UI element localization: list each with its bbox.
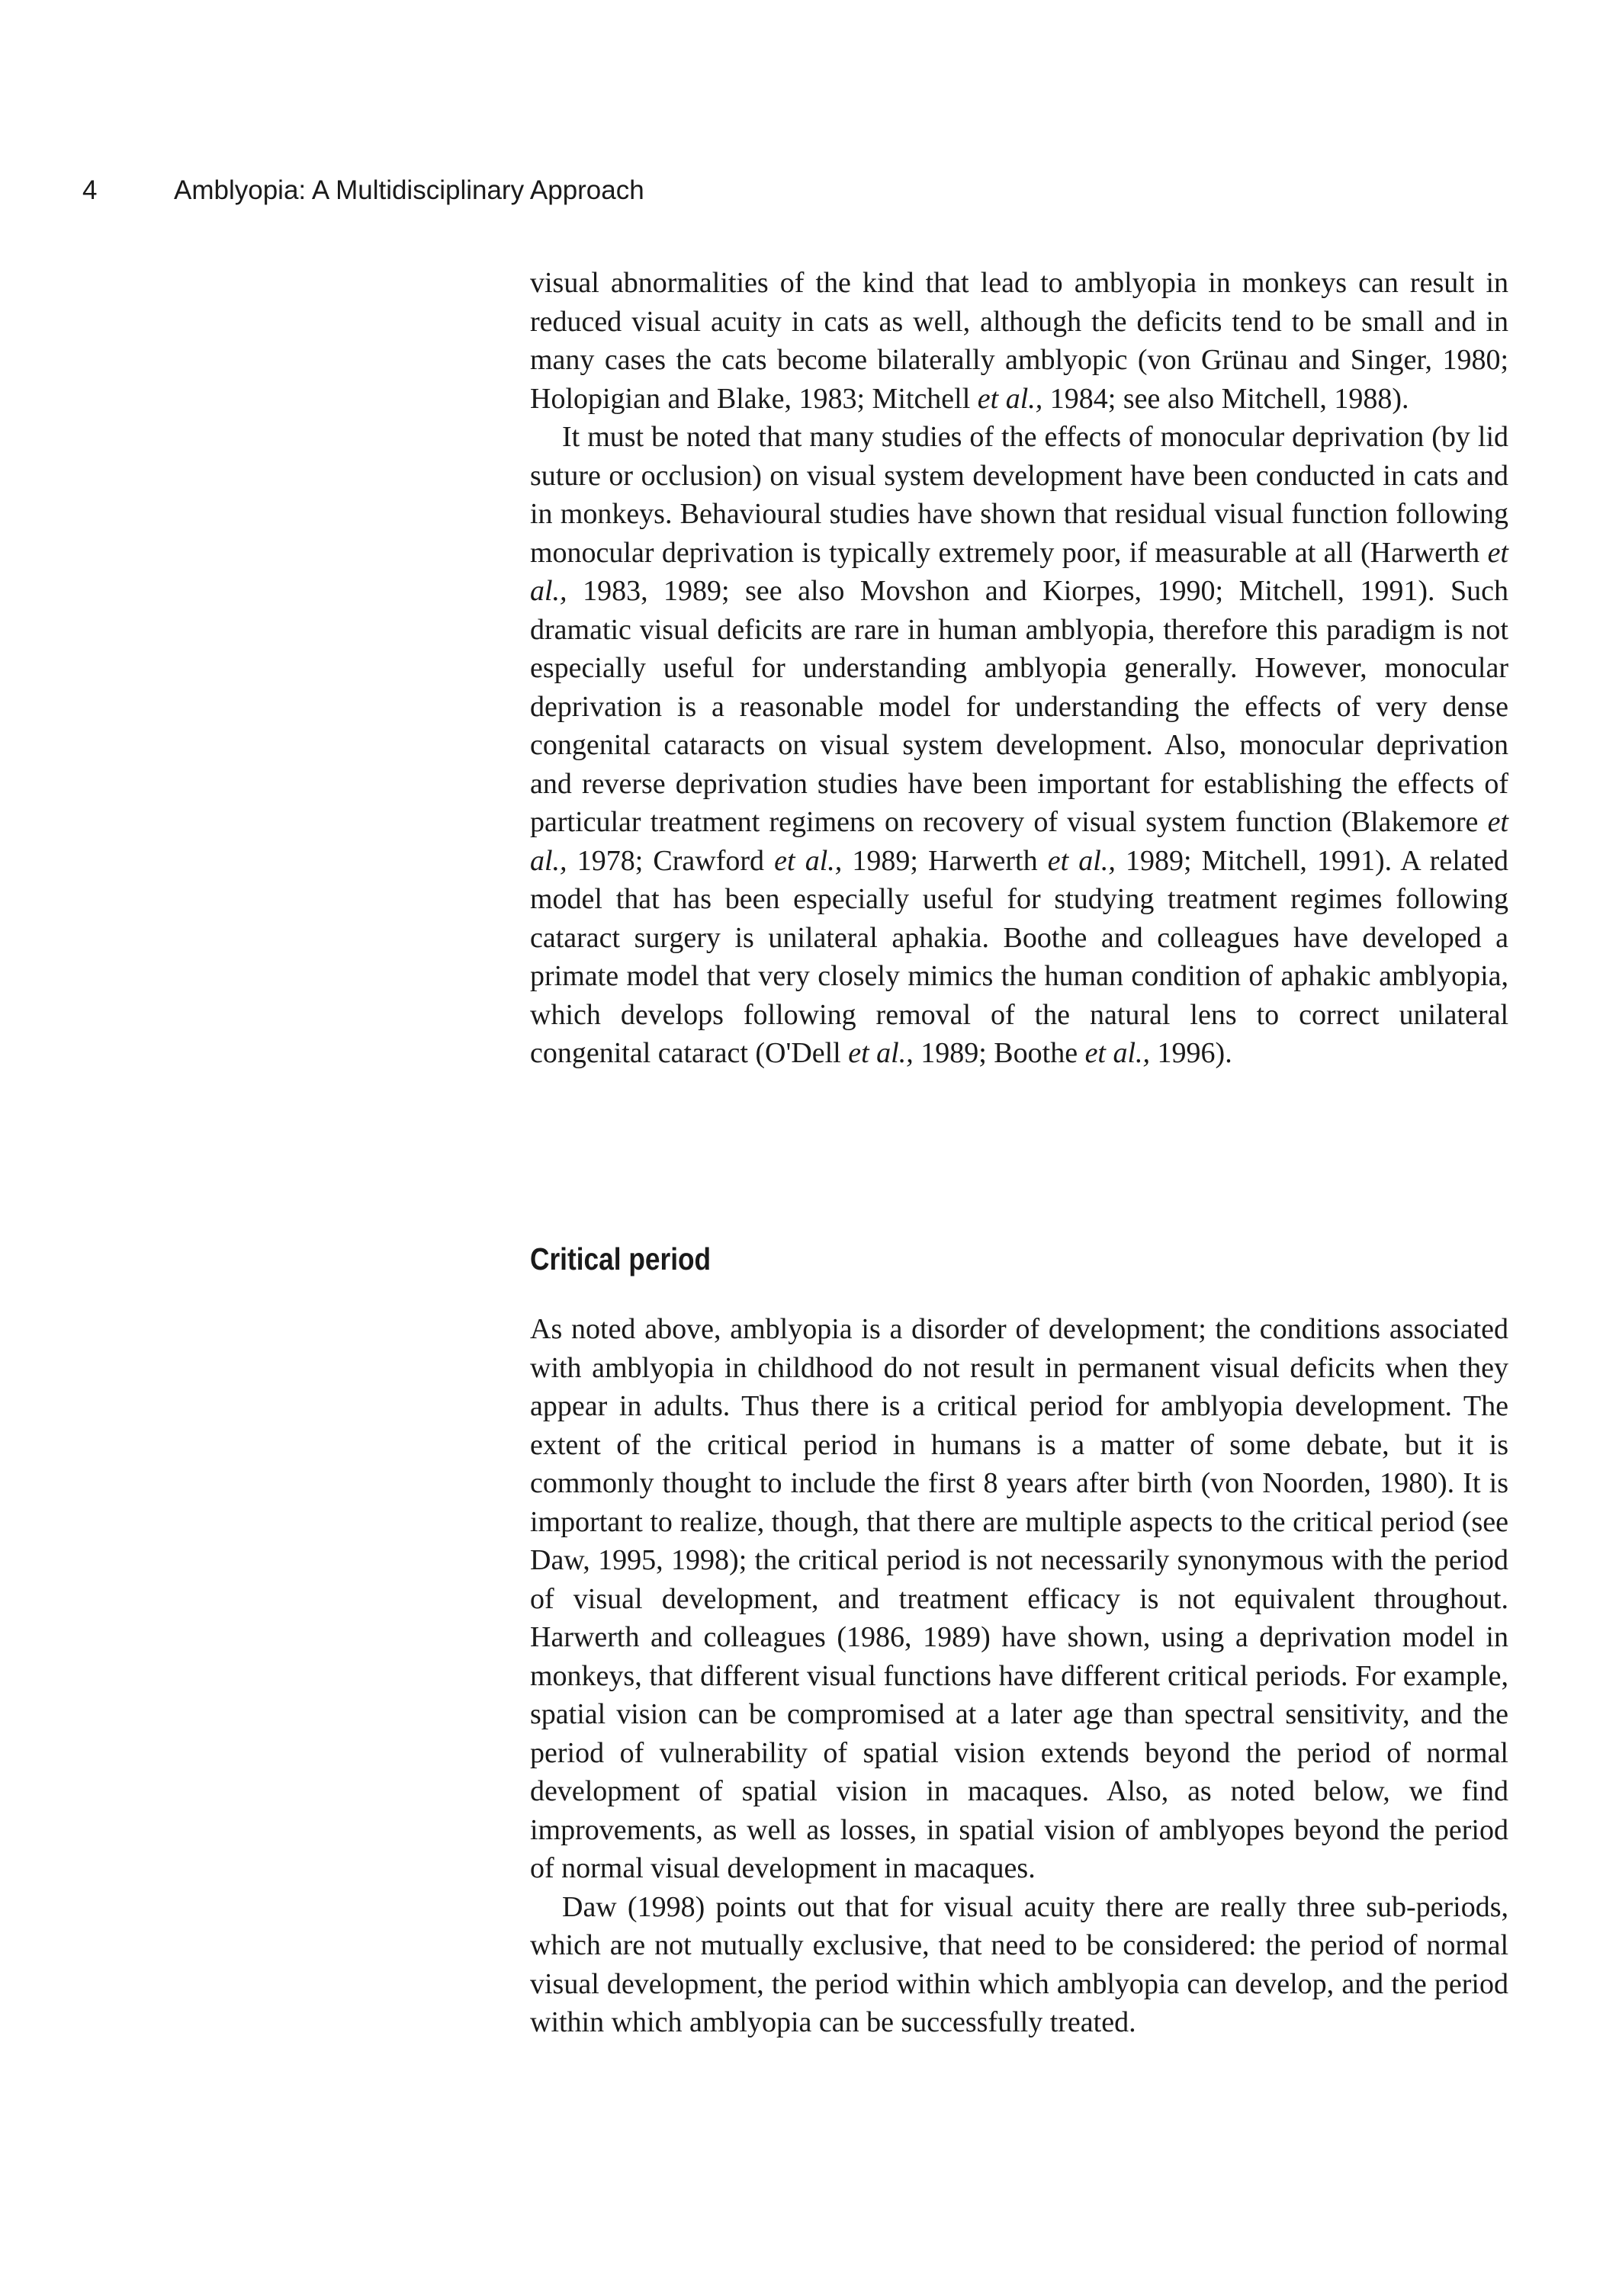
body-text-section (530, 1310, 1508, 2042)
paragraph-2-text-d: 1989; Harwerth (852, 844, 1038, 877)
paragraph-3: As noted above, amblyopia is a disorder of development; the conditions associated with amblyopia in childhood do not result in permanent visual deficits when they appear in adults. Thus there is a critical period for amblyopia development. The extent of the critical period in humans is a matter of some debate, but it is commonly thought to include the first 8 years after birth (von Noorden, 1980). It is important to realize, though, that there are multiple aspects to the critical period (see Daw, 1995, 1998); the critical period is not necessarily synonymous with the period of visual development, and treatment efficacy is not equivalent throughout. Harwerth and colleagues (1986, 1989) have shown, using a deprivation model in monkeys, that different visual functions have different critical periods. For example, spatial vision can be compromised at a later age than spectral sensitivity, and the period of vulnerability of spatial vision extends beyond the period of normal development of spatial vision in macaques. Also, as noted below, we find improvements, as well as losses, in spatial vision of amblyopes beyond the period of normal visual development in macaques. (530, 1313, 1508, 1884)
paragraph-2-text-a: It must be noted that many studies of the effects of monocular deprivation (by lid suture or occlusion) on visual system development have been conducted in cats and in monkeys. Behavioural studies have shown that residual visual function following monocular deprivation is typically extremely poor, if measurable at all (Harwerth (530, 421, 1508, 569)
paragraph-2-text-b: 1983, 1989; see also Movshon and Kiorpes, 1990; Mitchell, 1991). Such dramatic visual deficits are rare in human amblyopia, therefore this paradigm is not especially useful for understanding amblyopia generally. However, monocular deprivation is a reasonable model for understanding the effects of very dense congenital cataracts on visual system development. Also, monocular deprivation and reverse deprivation studies have been important for establishing the effects of particular treatment regimens on recovery of visual system function (Blakemore (530, 575, 1508, 838)
citation-et-al: et al., (848, 1037, 914, 1069)
citation-et-al: et al., (1047, 844, 1116, 877)
paragraph-1 (530, 264, 1508, 418)
paragraph-1-text-end: 1984; see also Mitchell, 1988). (1049, 382, 1409, 415)
citation-et-al: et al., (530, 806, 1508, 877)
page-number: 4 (82, 175, 98, 205)
citation-et-al: et al., (1084, 1037, 1151, 1069)
paragraph-2-text-c: 1978; Crawford (577, 844, 765, 877)
paragraph-2-text-g: 1996). (1157, 1037, 1232, 1069)
paragraph-2-text-f: 1989; Boothe (920, 1037, 1078, 1069)
paragraph-2-text-e: 1989; Mitchell, 1991). A related model that has been especially useful for studying treatment regimes following cataract surgery is unilateral aphakia. Boothe and colleagues have developed a primate model that very closely mimics the human condition of aphakic amblyopia, which develops following removal of the natural lens to correct unilateral congenital cataract (O'Dell (530, 844, 1509, 1069)
paragraph-1-text: visual abnormalities of the kind that lead to amblyopia in monkeys can result in reduced visual acuity in cats as well, although the deficits tend to be small and in many cases the cats become bilaterally amblyopic (von Grünau and Singer, 1980; Holopigian and Blake, 1983; Mitchell (530, 267, 1508, 415)
body-text-top (530, 264, 1508, 1073)
running-title: Amblyopia: A Multidisciplinary Approach (174, 175, 644, 205)
citation-et-al: et al., (530, 536, 1508, 607)
citation-et-al: et al., (977, 382, 1043, 415)
paragraph-2 (530, 418, 1508, 1073)
running-head (82, 174, 644, 207)
paragraph-4: Daw (1998) points out that for visual acuity there are really three sub-periods, which are not mutually exclusive, that need to be considered: the period of normal visual development, the period within which amblyopia can develop, and the period within which amblyopia can be successfully treated. (530, 1890, 1508, 2038)
citation-et-al: et al., (774, 844, 843, 877)
section-heading: Critical period (530, 1241, 712, 1276)
